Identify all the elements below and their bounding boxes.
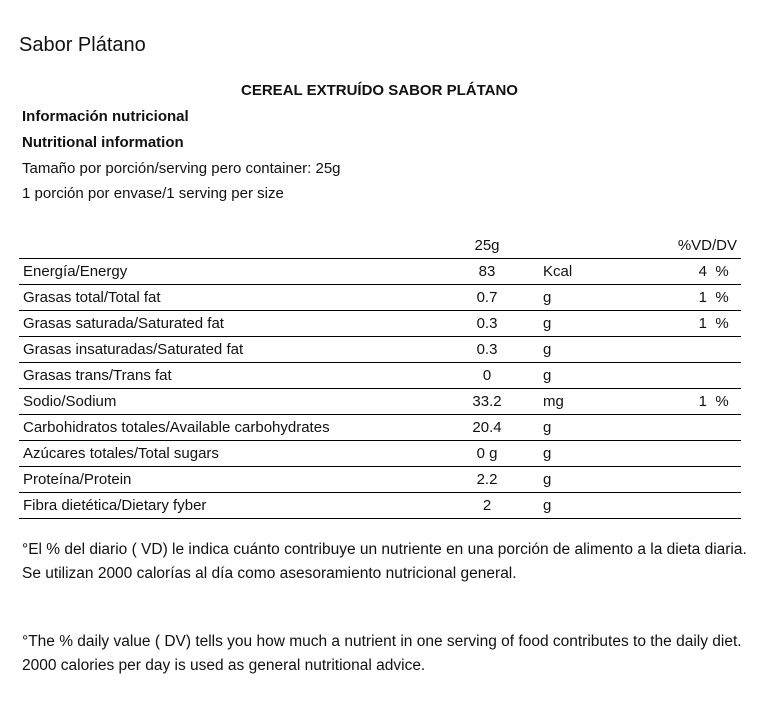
nutrient-dv (647, 389, 741, 415)
nutrient-name: Sodio/Sodium (19, 389, 435, 415)
nutrient-name: Grasas trans/Trans fat (19, 363, 435, 389)
nutrient-unit: g (539, 415, 647, 441)
table-row (19, 493, 741, 519)
nutrient-amount: 0.3 (435, 311, 539, 337)
info-heading-es: Información nutricional (22, 108, 189, 125)
nutrient-unit: g (539, 467, 647, 493)
nutrient-unit: g (539, 337, 647, 363)
table-row (19, 311, 741, 337)
nutrient-name: Grasas saturada/Saturated fat (19, 311, 435, 337)
nutrient-amount: 83 (435, 259, 539, 285)
serving-size: Tamaño por porción/serving pero container: 25g (22, 160, 341, 177)
page-title: Sabor Plátano (19, 34, 146, 56)
header-dv: %VD/DV (677, 236, 737, 254)
header-empty (19, 232, 435, 259)
nutrient-unit: g (539, 363, 647, 389)
nutrient-unit: g (539, 285, 647, 311)
nutrient-dv (647, 285, 741, 311)
nutrient-dv (647, 259, 741, 285)
nutrient-amount: 0.3 (435, 337, 539, 363)
nutrient-name: Azúcares totales/Total sugars (19, 441, 435, 467)
nutrient-name: Grasas insaturadas/Saturated fat (19, 337, 435, 363)
dv-value: 1 (698, 289, 707, 306)
nutrient-name: Grasas total/Total fat (19, 285, 435, 311)
nutrient-amount: 2 (435, 493, 539, 519)
dv-percent-sign: % (715, 393, 729, 410)
nutrient-dv (647, 337, 741, 363)
nutrient-amount: 0 (435, 363, 539, 389)
dv-percent-sign: % (715, 289, 729, 306)
nutrient-dv (647, 467, 741, 493)
nutrient-unit: g (539, 493, 647, 519)
dv-percent-sign: % (715, 263, 729, 280)
nutrient-amount: 33.2 (435, 389, 539, 415)
table-row (19, 441, 741, 467)
table-header-row (19, 232, 741, 259)
nutrient-dv (647, 493, 741, 519)
dv-percent-sign: % (715, 315, 729, 332)
nutrient-dv (647, 363, 741, 389)
nutrient-unit: mg (539, 389, 647, 415)
nutrient-name: Proteína/Protein (19, 467, 435, 493)
header-unit-empty (539, 232, 647, 259)
footnote-en: °The % daily value ( DV) tells you how much a nutrient in one serving of food contributes to the daily diet. 2000 calories per day is used as general nutritional advice. (22, 633, 742, 674)
servings-per: 1 porción por envase/1 serving per size (22, 185, 284, 202)
dv-value: 1 (698, 315, 707, 332)
nutrient-amount: 2.2 (435, 467, 539, 493)
nutrient-unit: g (539, 441, 647, 467)
table-row (19, 389, 741, 415)
nutrient-unit: Kcal (539, 259, 647, 285)
nutrient-name: Energía/Energy (19, 259, 435, 285)
nutrient-dv (647, 415, 741, 441)
dv-value: 4 (698, 263, 707, 280)
nutrient-amount: 20.4 (435, 415, 539, 441)
nutrient-amount: 0 g (435, 441, 539, 467)
nutrient-dv (647, 311, 741, 337)
nutrient-dv (647, 441, 741, 467)
info-heading-en: Nutritional information (22, 134, 184, 151)
table-row (19, 337, 741, 363)
table-row (19, 467, 741, 493)
header-amount: 25g (474, 236, 500, 254)
dv-value: 1 (698, 393, 707, 410)
table-row (19, 285, 741, 311)
footnote-es: °El % del diario ( VD) le indica cuánto contribuye un nutriente en una porción de alimento a la dieta diaria. Se utilizan 2000 calorías al día como asesoramiento nutricional general. (22, 541, 747, 582)
nutrient-unit: g (539, 311, 647, 337)
product-name: CEREAL EXTRUÍDO SABOR PLÁTANO (241, 82, 518, 99)
table-row (19, 415, 741, 441)
table-row (19, 363, 741, 389)
nutrient-name: Fibra dietética/Dietary fyber (19, 493, 435, 519)
nutrient-amount: 0.7 (435, 285, 539, 311)
table-row (19, 259, 741, 285)
nutrient-name: Carbohidratos totales/Available carbohydrates (19, 415, 435, 441)
nutrition-table (19, 232, 741, 519)
